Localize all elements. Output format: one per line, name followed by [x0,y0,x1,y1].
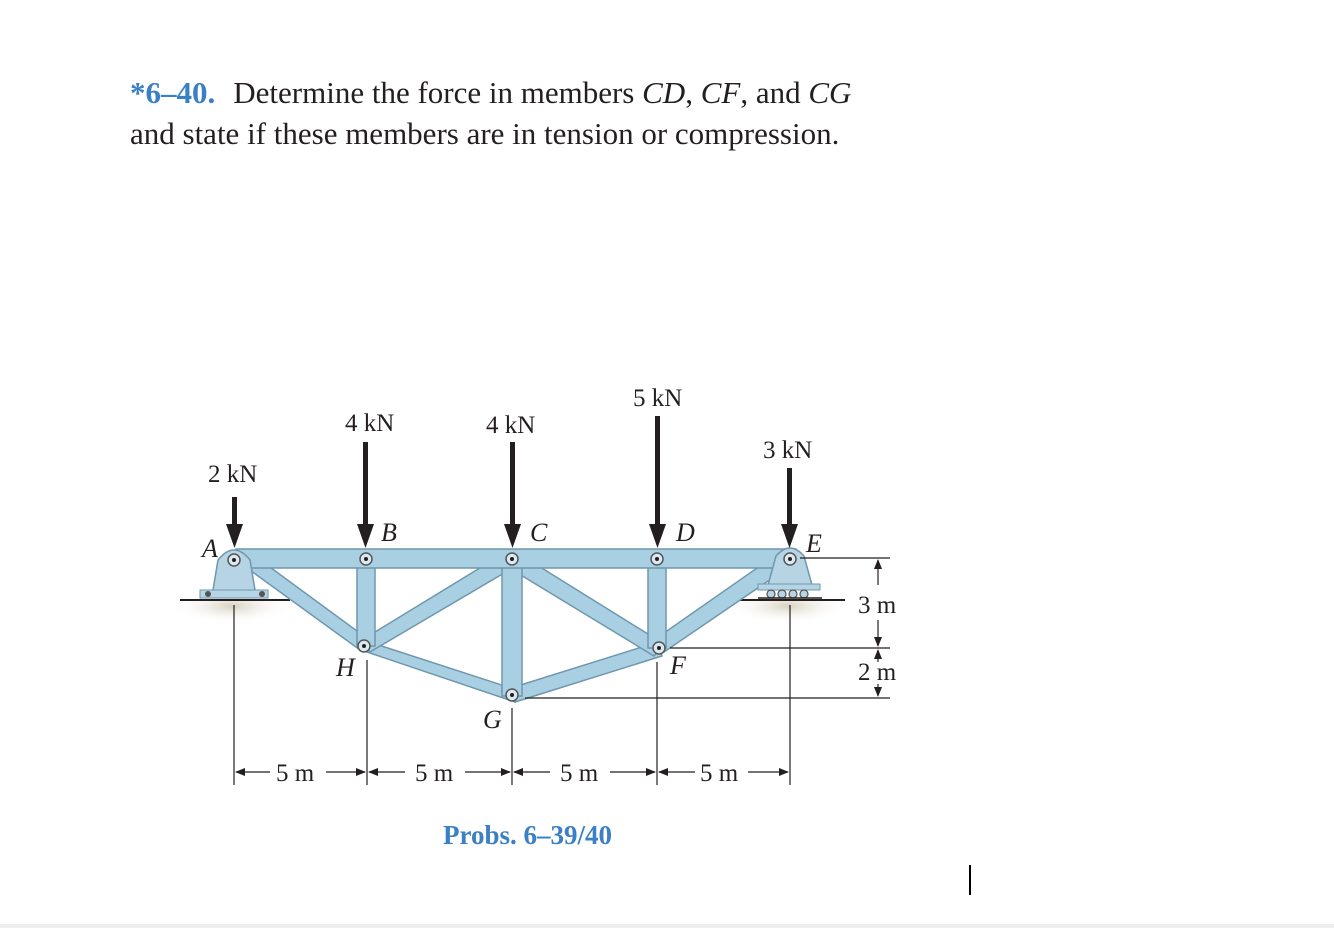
member-hg [363,640,515,702]
truss-members [236,551,790,702]
joint-label-g: G [483,705,502,734]
dim-label-span3: 5 m [560,760,599,787]
load-arrow-c [504,442,521,548]
joint-label-b: B [381,518,397,547]
member-gf [511,642,662,702]
joint-label-c: C [530,518,548,547]
dim-label-span4: 5 m [700,760,739,787]
figure-caption: Probs. 6–39/40 [443,820,613,850]
member-cf: CF [700,75,741,110]
dim-label-height2: 2 m [858,659,897,686]
load-label-e: 3 kN [763,437,813,464]
dim-label-span1: 5 m [276,760,315,787]
joint-label-e: E [806,529,822,558]
member-bh [357,558,375,646]
dim-label-height1: 3 m [858,592,897,619]
separator-2: , and [740,75,809,110]
member-cd: CD [642,75,686,110]
problem-number: *6–40. [130,75,216,110]
text-cursor [969,865,971,895]
member-df [648,558,666,648]
load-label-c: 4 kN [486,412,536,439]
load-arrow-b [357,442,374,548]
problem-line-2: and state if these members are in tension or compression. [130,116,840,151]
load-arrow-a [226,497,243,548]
load-label-d: 5 kN [633,385,683,412]
load-arrow-e [781,468,798,548]
load-arrow-d [649,416,666,548]
problem-text: Determine the force in members [233,75,643,110]
load-label-a: 2 kN [208,461,258,488]
dim-label-span2: 5 m [415,760,454,787]
joint-label-h: H [336,653,355,682]
joint-label-d: D [676,518,695,547]
bottom-edge [0,924,1334,928]
member-cg: CG [808,75,852,110]
separator-1: , [685,75,701,110]
load-label-b: 4 kN [345,410,395,437]
joint-label-a: A [202,534,218,563]
member-cg [502,558,522,696]
joint-label-f: F [670,651,686,680]
